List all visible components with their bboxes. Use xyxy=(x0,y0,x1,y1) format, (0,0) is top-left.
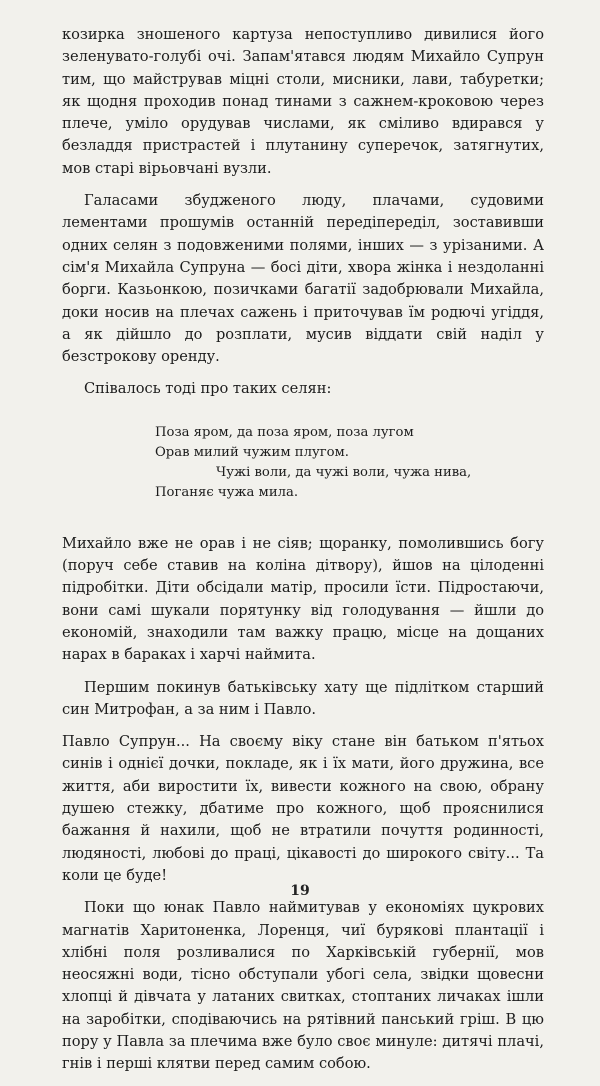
paragraph-6: Павло Супрун... На своєму віку стане він батьком п'ятьох синів і однієї дочки, покладе, як і їх мати, його дружина, все життя, аби виростити їх, вивести кожного на свою, обрану душею стежку, дбатиме про кожного, щоб прояснилися бажання й нахили, щоб не втратили почуття родинності, людяності, любові до праці, цікавості до широкого світу... Та коли це буде! xyxy=(62,733,544,884)
verse-line-3: Чужі воли, да чужі воли, чужа нива, xyxy=(216,464,472,480)
song-verse xyxy=(155,423,544,503)
book-page xyxy=(62,24,544,1086)
paragraph-3: Співалось тоді про таких селян: xyxy=(84,380,332,398)
paragraph-4: Михайло вже не орав і не сіяв; щоранку, помолившись богу (поруч себе ставив на коліна дітвору), йшов на цілоденні підробітки. Діти обсідали матір, просили їсти. Підростаючи, вони самі шукали порятунку від голодування — йшли до економій, знаходили там важку працю, місце на дощаних нарах в бараках і харчі наймита. xyxy=(62,534,544,664)
verse-line-4: Поганяє чужа мила. xyxy=(155,484,299,500)
verse-line-2: Орав милий чужим плугом. xyxy=(155,444,350,460)
paragraph-5: Першим покинув батьківську хату ще підлітком старший син Митрофан, а за ним і Павло. xyxy=(62,678,544,718)
paragraph-7: Поки що юнак Павло наймитував у економіях цукрових магнатів Харитоненка, Лоренця, чиї бурякові плантації і хлібні поля розливалися по Харківській губернії, мов неосяжні води, тісно обступали убогі села, звідки щовесни хлопці й дівчата у латаних свитках, стоптаних личаках ішли на заробітки, сподіваючись на рятівний панський гріш. В цю пору у Павла за плечима вже було своє минуле: дитячі плачі, гнів і перші клятви перед самим собою. xyxy=(62,899,544,1073)
verse-line-1: Поза яром, да поза яром, поза лугом xyxy=(155,424,414,440)
paragraph-2: Галасами збудженого люду, плачами, судовими лементами прошумів останній передіпереділ, зоставивши одних селян з подовженими полями, інших — з урізаними. А сім'я Михайла Супруна — босі діти, хвора жінка і нездоланні борги. Казьонкою, позичками багатії задобрювали Михайла, доки носив на плечах сажень і приточував їм родючі угіддя, а як дійшло до розплати, мусив віддати свій наділ у безстрокову оренду. xyxy=(62,192,544,366)
page-number: 19 xyxy=(290,883,310,899)
paragraph-1: козирка зношеного картуза непоступливо дивилися його зеленувато-голубі очі. Запам'ятався людям Михайло Супрун тим, що майстрував міцні столи, мисники, лави, табуретки; як щодня проходив понад тинами з сажнем-кроковою через плече, уміло орудував числами, як сміливо вдирався у безладдя пристрастей і плутанину суперечок, затягнутих, мов старі вірьовчані вузли. xyxy=(62,26,544,177)
